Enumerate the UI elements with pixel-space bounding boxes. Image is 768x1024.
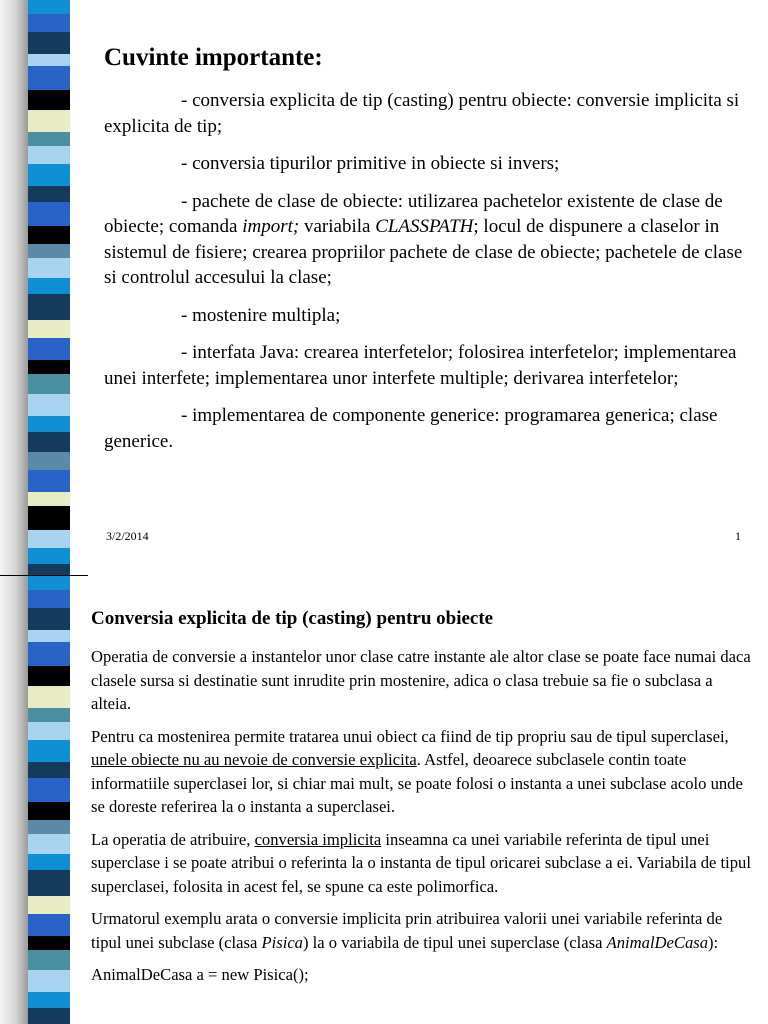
stripe-segment [28, 452, 70, 470]
underlined-phrase: conversia implicita [254, 829, 382, 849]
decorative-stripe-bar [28, 576, 70, 1024]
bullet-item [104, 189, 744, 291]
paragraph [91, 725, 753, 819]
paragraph-text: Pentru ca mostenirea permite tratarea unui obiect ca fiind de tip propriu sau de tipul superclasei, [91, 726, 729, 746]
class-name: Pisica [261, 932, 303, 952]
stripe-segment [28, 608, 70, 630]
stripe-segment [28, 132, 70, 146]
stripe-segment [28, 320, 70, 338]
stripe-segment [28, 338, 70, 360]
paragraph-text: . Astfel, deoarece subclasele contin toate informatiile superclasei lor, si chiar mai mult, se poate folosi o instanta a unei subclase acolo unde se doreste referirea la o instanta a superclasei. [91, 750, 743, 816]
stripe-segment [28, 360, 70, 374]
page-number: 1 [735, 529, 741, 543]
stripe-segment [28, 54, 70, 66]
stripe-segment [28, 870, 70, 896]
stripe-segment [28, 642, 70, 666]
stripe-segment [28, 294, 70, 320]
slide-date: 3/2/2014 [106, 529, 149, 543]
stripe-segment [28, 854, 70, 870]
bullet-text: ; locul de dispunere a claselor in sistemul de fisiere; crearea propriilor pachete de clase de obiecte; pachetele de clase si controlul accesului la clase; [104, 216, 743, 288]
stripe-segment [28, 740, 70, 762]
stripe-segment [28, 936, 70, 950]
stripe-segment [28, 278, 70, 294]
stripe-segment [28, 530, 70, 548]
stripe-segment [28, 394, 70, 416]
bullet-text: - pachete de clase de obiecte: utilizarea pachetelor existente de clase de obiecte; comanda [104, 190, 723, 237]
paragraph-text: Urmatorul exemplu arata o conversie implicita prin atribuirea valorii unei variabile referinta de tipul unei subclase (clasa [91, 909, 723, 952]
stripe-segment [28, 896, 70, 914]
stripe-segment [28, 506, 70, 530]
section-body [91, 645, 753, 996]
stripe-segment [28, 914, 70, 936]
bullet-item: - mostenire multipla; [181, 304, 341, 326]
stripe-segment [28, 226, 70, 244]
slide-title: Cuvinte importante: [104, 44, 323, 71]
bullet-text: variabila [299, 216, 376, 237]
underlined-phrase: unele obiecte nu au nevoie de conversie explicita [91, 750, 417, 769]
stripe-segment [28, 0, 70, 14]
section-title: Conversia explicita de tip (casting) pentru obiecte [91, 608, 494, 629]
stripe-segment [28, 802, 70, 820]
stripe-segment [28, 14, 70, 32]
stripe-segment [28, 66, 70, 90]
paragraph [91, 828, 753, 899]
stripe-segment [28, 258, 70, 278]
class-name: AnimalDeCasa [606, 932, 709, 952]
stripe-segment [28, 374, 70, 394]
stripe-segment [28, 432, 70, 452]
stripe-segment [28, 834, 70, 854]
stripe-segment [28, 110, 70, 132]
stripe-segment [28, 722, 70, 740]
stripe-segment [28, 820, 70, 834]
stripe-segment [28, 470, 70, 492]
decorative-stripe-bar [28, 0, 70, 576]
stripe-segment [28, 576, 70, 590]
stripe-segment [28, 950, 70, 970]
paragraph-text: ): [708, 932, 719, 952]
bullet-list [104, 88, 744, 466]
stripe-segment [28, 630, 70, 642]
bullet-item: - implementarea de componente generice: programarea generica; clase generice. [104, 405, 718, 452]
stripe-segment [28, 202, 70, 226]
stripe-segment [28, 492, 70, 506]
import-keyword: import; [242, 216, 300, 237]
stripe-segment [28, 164, 70, 186]
paragraph-text: La operatia de atribuire, [91, 829, 255, 849]
stripe-segment [28, 778, 70, 802]
stripe-segment [28, 186, 70, 202]
stripe-segment [28, 666, 70, 686]
paragraph-text: inseamna ca unei variabile referinta de tipul unei superclase i se poate atribui o referinta la o instanta de tipul oricarei subclase a ei. Variabila de tipul superclasei, folosita in acest fel, se spune ca este polimorfica. [91, 829, 751, 896]
stripe-segment [28, 416, 70, 432]
bullet-item: - interfata Java: crearea interfetelor; folosirea interfetelor; implementarea unei interfete; implementarea unor interfete multiple; derivarea interfetelor; [104, 342, 737, 389]
bullet-item: - conversia explicita de tip (casting) pentru obiecte: conversie implicita si explicita de tip; [104, 90, 740, 137]
stripe-segment [28, 244, 70, 258]
paragraph [91, 907, 753, 954]
stripe-segment [28, 762, 70, 778]
slide-shadow [0, 0, 28, 576]
stripe-segment [28, 32, 70, 54]
stripe-segment [28, 708, 70, 722]
classpath-keyword: CLASSPATH [375, 216, 474, 237]
code-line: AnimalDeCasa a = new Pisica(); [91, 965, 309, 984]
bullet-item: - conversia tipurilor primitive in obiecte si invers; [181, 153, 560, 174]
stripe-segment [28, 686, 70, 708]
stripe-segment [28, 1008, 70, 1024]
slide-shadow [0, 576, 28, 1024]
stripe-segment [28, 146, 70, 164]
paragraph: Operatia de conversie a instantelor unor clase catre instante ale altor clase se poate face numai daca clasele sursa si destinatie sunt inrudite prin mostenire, adica o clasa trebuie sa fie o subclasa a alteia. [91, 647, 751, 713]
stripe-segment [28, 90, 70, 110]
stripe-segment [28, 590, 70, 608]
stripe-segment [28, 970, 70, 992]
stripe-segment [28, 548, 70, 564]
paragraph-text: ) la o variabila de tipul unei superclase (clasa [302, 932, 607, 952]
stripe-segment [28, 992, 70, 1008]
